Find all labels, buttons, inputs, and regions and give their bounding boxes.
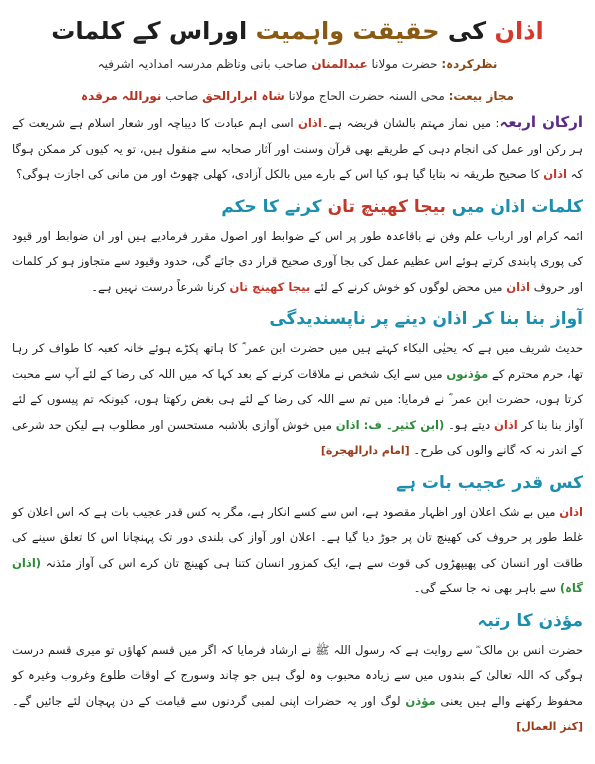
section2-text-1: حدیث شریف میں ہے کہ یحیٰی البکاء کہتے ہیں میں حضرت ابن عمر ؓ کا ہاتھ پکڑے ہوئے خانہ کعبہ کا طواف کر رہا تھا، حرم محترم کے <box>12 341 583 381</box>
section1-paragraph <box>12 224 583 301</box>
intro-text-1: : میں نماز مہتم بالشان فریضہ ہے۔ <box>321 116 500 130</box>
reviewer-label: نظرکردہ: <box>441 57 498 71</box>
section2-text-4: میں خوش آوازی بلاشبہ مستحسن اور مطلوب ہے لیکن حد شرعی کے اندر نہ کہ گانے والوں کی طرح۔ <box>12 417 583 457</box>
authorization-text: محی السنہ حضرت الحاج مولانا <box>284 89 449 103</box>
section-heading-muezzin-rank: مؤذن کا رتبہ <box>477 610 583 631</box>
section3-paragraph <box>12 500 583 602</box>
section1-pull: بیجا کھینچ تان <box>229 279 311 294</box>
page-title <box>12 14 583 48</box>
intro-paragraph <box>12 110 583 188</box>
section2-muezzins: مؤذنوں <box>446 366 489 381</box>
title-word-adhan: اذان <box>494 17 544 45</box>
section1-heading-end: کرنے کا حکم <box>221 196 328 217</box>
section1-text-3: کرنا شرعاً درست نہیں ہے۔ <box>91 279 230 294</box>
intro-adhan-2: اذان <box>543 167 567 181</box>
section1-text-1: ائمہ کرام اور ارباب علم وفن نے باقاعدہ طور پر اس کے ضوابط اور اصول مقرر فرمادیے ہیں اور ان ضوابط اور قیود کی پوری پابندی کرتے ہوئے اس عظیم عمل کی بجا آوری صحیح قرار دی جائے گی، حدود وقیود سے متجاوز ہو کر کلمات اور حروف <box>12 228 583 294</box>
authorization-rest: صاحب <box>161 89 203 103</box>
intro-keyword: ارکان اربعہ <box>499 113 584 131</box>
section2-text-3: دیتے ہو۔ <box>444 417 494 432</box>
section3-text-1: میں بے شک اعلان اور اظہار مقصود ہے، اس سے کسے انکار ہے، مگر یہ کس قدر عجیب بات ہے کہ اس اعلان کو غلط طور پر حروف کی کھینچ تان پر جوڑ دیا گیا ہے۔ اعلان اور آواز کی بلندی دور تک پہنچانا اس کا تعلق سینے کی طاقت اور انسان کی پھیپھڑوں کی قوت سے ہے، ایک کمزور انسان کتنا ہی کھینچ تان کرے اس کی آواز مئذنہ <box>12 504 583 570</box>
section2-text-2: میں سے ایک شخص نے ملاقات کرنے کے بعد کہا کہ میں اللہ کی رضا کے لئے آپ سے محبت کرتا ہوں، حضرت ابن عمر ؓ نے فرمایا: میں تم سے اللہ کی رضا کے لئے ہی بغض رکھتا ہوں، کیونکہ تم پیسوں کے لئے آواز بنا بنا کر <box>12 366 583 432</box>
reviewer-rest: صاحب بانی وناظم مدرسہ امدادیہ اشرفیہ <box>97 57 312 71</box>
authorization-credit <box>12 86 583 106</box>
reviewer-credit <box>12 54 583 74</box>
section2-adhan: اذان <box>493 417 518 432</box>
section-heading-pulling <box>12 191 583 223</box>
section1-adhan: اذان <box>506 279 531 294</box>
title-word-haqiqat: حقیقت <box>352 17 440 45</box>
section2-source: (ابن کثیر۔ ف: اذان <box>335 417 445 432</box>
section4-paragraph <box>12 638 583 740</box>
section-heading-voice: آواز بنا بنا کر اذان دینے پر ناپسندیدگی <box>269 309 583 329</box>
intro-text-3: کا صحیح طریقہ نہ بتایا گیا ہو، کیا اس کے بارے میں بالکل آزادی، کھلی چھوٹ اور من مانی کی اجازت ہوگی؟ <box>16 167 544 181</box>
reviewer-name: عبدالمنان <box>311 57 368 71</box>
section2-reference: [امام دارالهجرة] <box>320 444 410 457</box>
reviewer-text: حضرت مولانا <box>367 57 442 71</box>
authorization-label: مجاز بیعت: <box>448 89 514 103</box>
section2-paragraph <box>12 336 583 464</box>
title-word-ki: کی <box>439 17 495 45</box>
title-word-kalimat: اوراس کے کلمات <box>51 17 248 45</box>
title-word-ahmiyat: واہمیت <box>247 17 353 45</box>
section3-adhan-1: اذان <box>559 504 583 519</box>
section1-text-2: میں محض لوگوں کو خوش کرنے کے لئے <box>310 279 507 294</box>
section1-heading-start: کلمات اذان میں <box>445 196 583 217</box>
intro-text-2: اسی اہم عبادت کا دیباچہ اور شعار اسلام ہے شریعت کے ہر رکن اور عمل کی انجام دہی کے طریقے بھی قرآن وسنت اور آثار صحابہ سے منقول ہیں، تو یہ کیوں کر ممکن ہوگا کہ <box>12 116 583 181</box>
section3-adhan-2: (اذان گاہ) <box>12 555 583 595</box>
section4-text-2: لوگ اور یہ حضرات اپنی لمبی گردنوں سے قیامت کے دن پہچان لئے جائیں گے۔ <box>12 693 406 708</box>
section3-text-2: سے باہر بھی نہ جا سکے گی۔ <box>413 581 560 595</box>
authorization-suffix: نوراللہ مرقدہ <box>81 89 162 103</box>
section-heading-strange: کس قدر عجیب بات ہے <box>396 472 583 493</box>
section1-heading-red: بیجا کھینچ تان <box>327 196 446 217</box>
intro-adhan-1: اذان <box>298 116 322 130</box>
authorization-name: شاہ ابرارالحق <box>202 89 285 103</box>
section4-text-1: حضرت انس بن مالک ؓ سے روایت ہے کہ رسول اللہ ﷺ نے ارشاد فرمایا کہ اگر میں قسم کھاؤں تو میری قسم درست ہوگی کہ اللہ تعالیٰ کے بندوں میں سے زیادہ محبوب وہ لوگ ہیں جو چاند وسورج کے اوقات طلوع وغروب وغیرہ کو محفوظ رکھنے والے ہیں یعنی <box>12 642 583 708</box>
section4-reference: [کنز العمال] <box>516 720 583 733</box>
section4-muezzin: مؤذن <box>405 693 436 708</box>
